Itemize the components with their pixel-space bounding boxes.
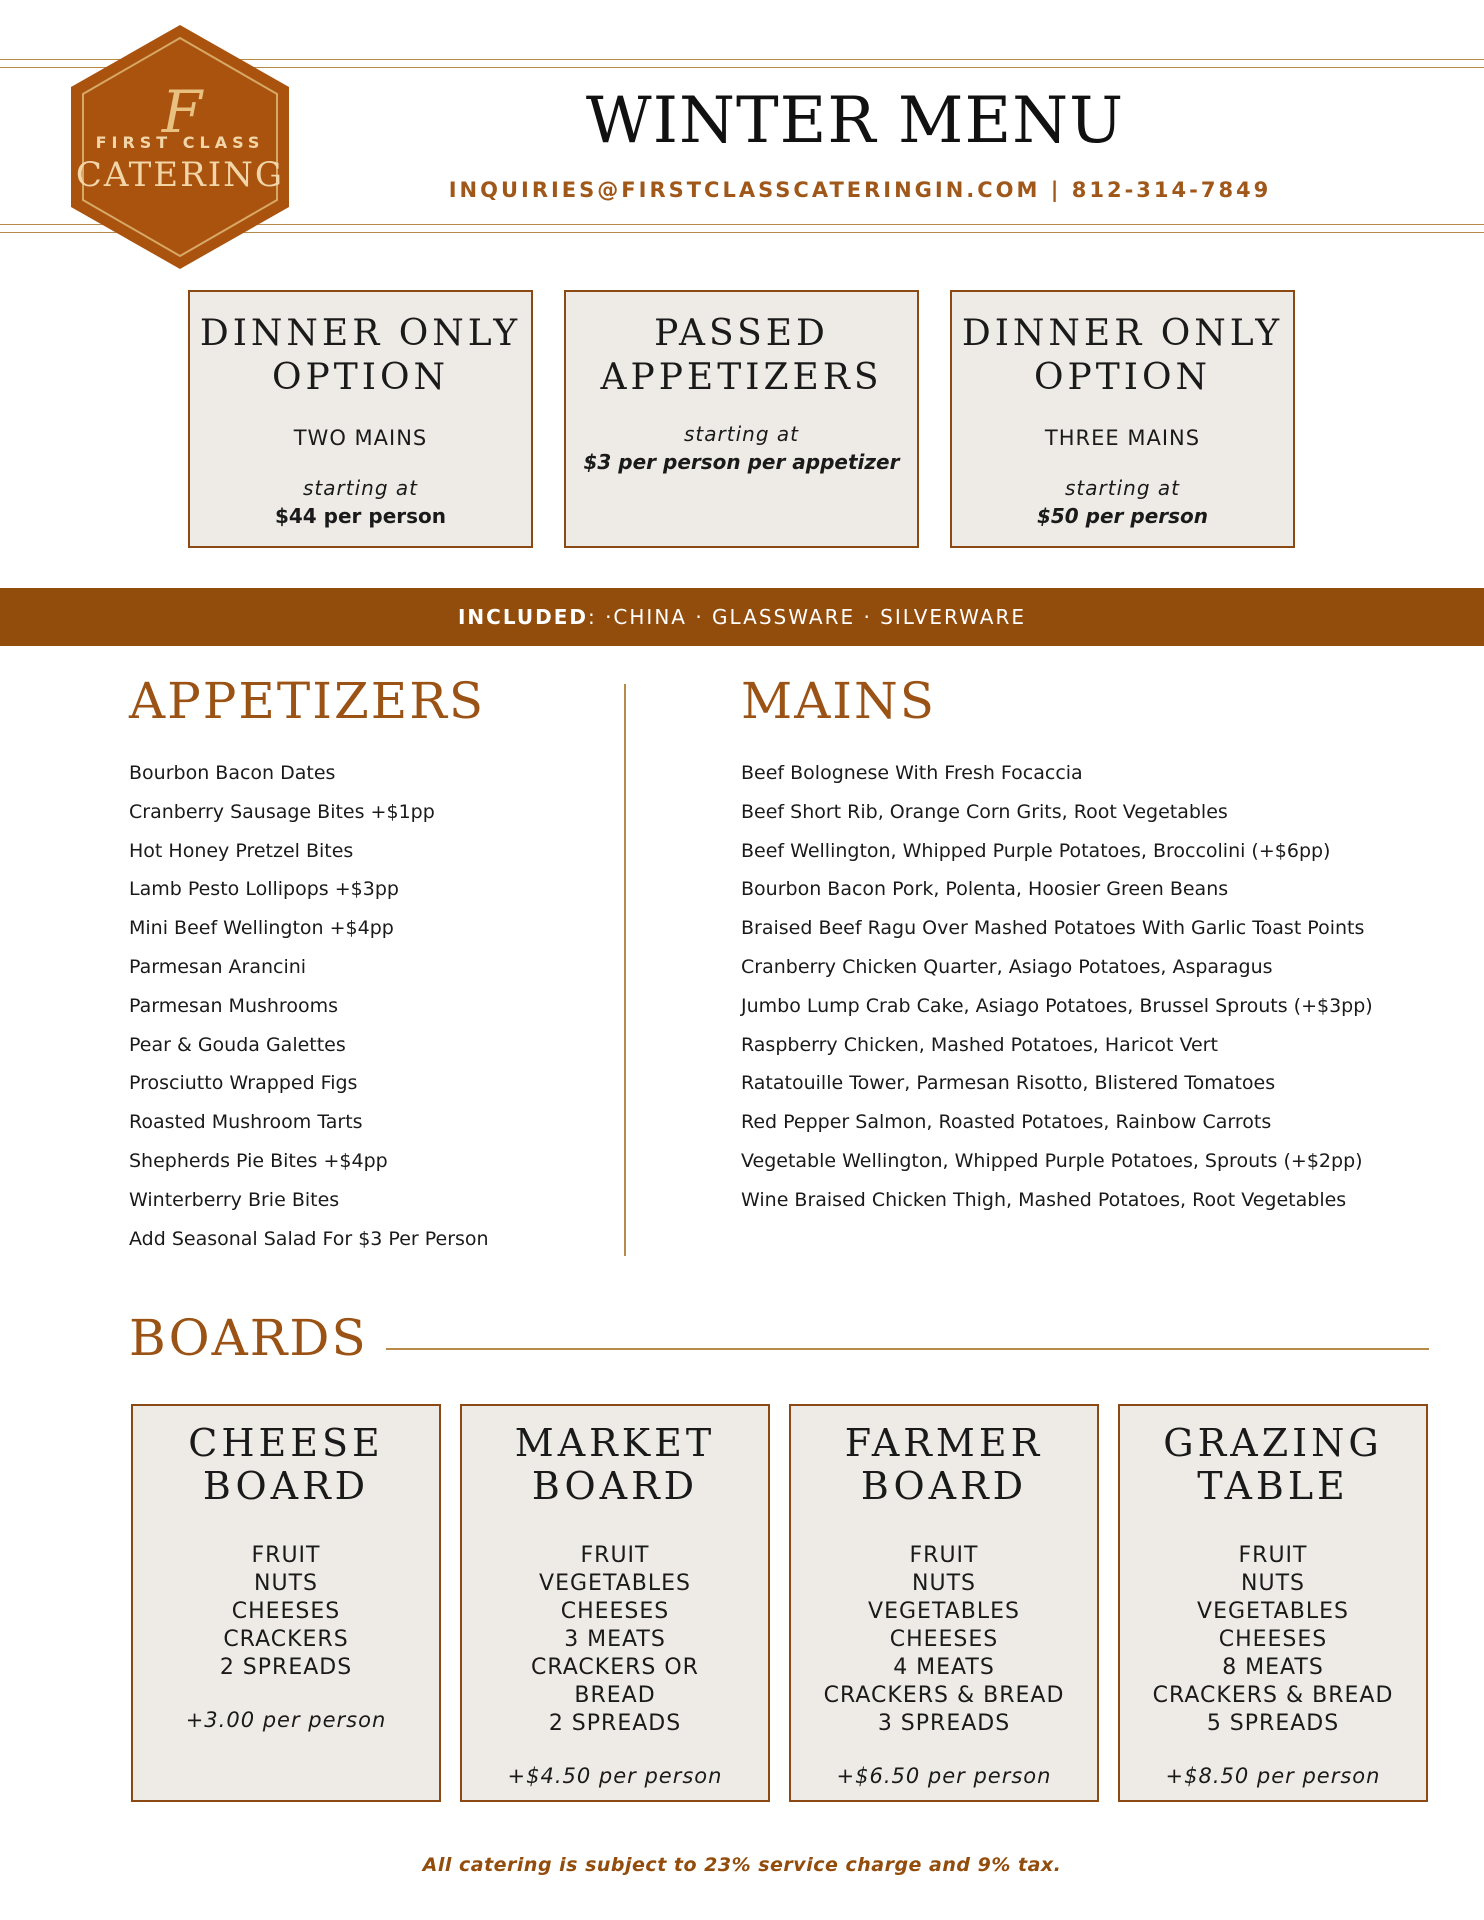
option-starting-label: starting at [684, 422, 799, 446]
menu-item: Roasted Mushroom Tarts [129, 1111, 363, 1134]
board-title [133, 1422, 439, 1508]
option-price: $44 per person [274, 504, 447, 528]
menu-item: Wine Braised Chicken Thigh, Mashed Potatoes, Root Vegetables [741, 1188, 1347, 1211]
board-content-item: FRUIT [251, 1543, 321, 1568]
board-title-line: TABLE [1197, 1464, 1349, 1508]
contact-info: INQUIRIES@FIRSTCLASSCATERINGIN.COM | 812-314-7849 [448, 178, 1272, 202]
menu-item: Prosciutto Wrapped Figs [129, 1072, 358, 1095]
appetizers-heading: APPETIZERS [129, 672, 486, 730]
menu-item: Braised Beef Ragu Over Mashed Potatoes With Garlic Toast Points [741, 917, 1365, 940]
board-title [791, 1422, 1097, 1508]
menu-item: Hot Honey Pretzel Bites [129, 839, 354, 862]
board-content-item: BREAD [574, 1683, 656, 1708]
menu-item: Beef Wellington, Whipped Purple Potatoes, Broccolini (+$6pp) [741, 839, 1331, 862]
board-content-item: CHEESES [231, 1599, 341, 1624]
mains-heading: MAINS [741, 672, 937, 730]
board-price: +$4.50 per person [507, 1764, 723, 1788]
appetizers-list [129, 754, 609, 1258]
board-price: +$6.50 per person [836, 1764, 1052, 1788]
menu-item: Beef Bolognese With Fresh Focaccia [741, 762, 1083, 784]
board-contents [1120, 1542, 1426, 1738]
menu-item: Bourbon Bacon Pork, Polenta, Hoosier Green Beans [741, 878, 1229, 901]
logo-line1: FIRST CLASS [95, 133, 265, 152]
menu-item: Mini Beef Wellington +$4pp [129, 917, 394, 940]
board-title-line: GRAZING [1163, 1421, 1383, 1465]
board-content-item: CRACKERS & BREAD [823, 1683, 1065, 1708]
option-card [564, 290, 919, 548]
menu-item: Shepherds Pie Bites +$4pp [129, 1149, 388, 1172]
menu-item: Lamb Pesto Lollipops +$3pp [129, 878, 399, 901]
page-title: WINTER MENU [585, 84, 1125, 158]
board-title-line: BOARD [531, 1464, 699, 1508]
board-contents [791, 1542, 1097, 1738]
banner-text: : ·CHINA · GLASSWARE · SILVERWARE [587, 605, 1027, 629]
board-content-item: NUTS [1241, 1571, 1305, 1596]
brand-logo [66, 22, 294, 272]
board-content-item: 8 MEATS [1222, 1655, 1324, 1680]
board-content-item: CRACKERS [223, 1627, 349, 1652]
board-content-item: VEGETABLES [1197, 1599, 1349, 1624]
option-title-line: DINNER ONLY [961, 313, 1284, 354]
mains-list [741, 754, 1441, 1220]
board-content-item: CRACKERS OR [531, 1655, 699, 1680]
option-title [566, 312, 917, 400]
board-title-line: CHEESE [188, 1421, 384, 1465]
option-title-line: APPETIZERS [600, 357, 883, 398]
option-card [188, 290, 533, 548]
board-card [460, 1404, 770, 1802]
menu-item: Pear & Gouda Galettes [129, 1033, 346, 1056]
menu-item: Vegetable Wellington, Whipped Purple Potatoes, Sprouts (+$2pp) [741, 1149, 1363, 1172]
option-price: $50 per person [1036, 504, 1209, 528]
banner-label: INCLUDED [457, 605, 588, 629]
option-subtitle: THREE MAINS [1044, 426, 1201, 450]
board-contents [462, 1542, 768, 1738]
menu-item: Parmesan Arancini [129, 955, 307, 978]
board-price: +$8.50 per person [1165, 1764, 1381, 1788]
board-title-line: MARKET [514, 1421, 716, 1465]
option-title-line: DINNER ONLY [199, 313, 522, 354]
board-content-item: FRUIT [1238, 1543, 1308, 1568]
menu-item: Jumbo Lump Crab Cake, Asiago Potatoes, Brussel Sprouts (+$3pp) [741, 994, 1373, 1017]
board-content-item: VEGETABLES [868, 1599, 1020, 1624]
menu-item: Cranberry Sausage Bites +$1pp [129, 800, 435, 823]
menu-item: Beef Short Rib, Orange Corn Grits, Root Vegetables [741, 800, 1228, 823]
board-content-item: 3 SPREADS [877, 1711, 1011, 1736]
option-title-line: OPTION [1034, 357, 1211, 398]
option-title [952, 312, 1293, 400]
board-content-item: 2 SPREADS [548, 1711, 682, 1736]
board-card [789, 1404, 1099, 1802]
board-content-item: CHEESES [560, 1599, 670, 1624]
board-title-line: FARMER [844, 1421, 1044, 1465]
menu-item: Bourbon Bacon Dates [129, 762, 336, 784]
board-card [131, 1404, 441, 1802]
board-content-item: CHEESES [1218, 1627, 1328, 1652]
board-content-item: VEGETABLES [539, 1571, 691, 1596]
option-title-line: OPTION [272, 357, 449, 398]
board-content-item: FRUIT [580, 1543, 650, 1568]
option-title [190, 312, 531, 400]
board-content-item: NUTS [254, 1571, 318, 1596]
board-card [1118, 1404, 1428, 1802]
boards-rule [386, 1348, 1429, 1350]
board-price: +3.00 per person [185, 1708, 387, 1732]
board-content-item: FRUIT [909, 1543, 979, 1568]
menu-item: Red Pepper Salmon, Roasted Potatoes, Rainbow Carrots [741, 1111, 1272, 1134]
boards-heading: BOARDS [129, 1309, 368, 1367]
menu-item: Raspberry Chicken, Mashed Potatoes, Haricot Vert [741, 1033, 1218, 1056]
column-divider [624, 684, 626, 1256]
board-content-item: 3 MEATS [564, 1627, 666, 1652]
menu-item: Ratatouille Tower, Parmesan Risotto, Blistered Tomatoes [741, 1072, 1276, 1095]
option-price: $3 per person per appetizer [583, 450, 900, 474]
board-title-line: BOARD [202, 1464, 370, 1508]
board-contents [133, 1542, 439, 1682]
logo-line2: CATERING [75, 155, 285, 195]
menu-item: Winterberry Brie Bites [129, 1188, 340, 1211]
board-title-line: BOARD [860, 1464, 1028, 1508]
menu-item: Cranberry Chicken Quarter, Asiago Potatoes, Asparagus [741, 955, 1273, 978]
footer-note: All catering is subject to 23% service charge and 9% tax. [422, 1854, 1062, 1876]
board-content-item: CRACKERS & BREAD [1152, 1683, 1394, 1708]
logo-monogram: F [161, 78, 203, 146]
board-content-item: 2 SPREADS [219, 1655, 353, 1680]
board-content-item: 4 MEATS [893, 1655, 995, 1680]
included-banner [0, 588, 1484, 646]
board-content-item: NUTS [912, 1571, 976, 1596]
menu-item: Parmesan Mushrooms [129, 994, 338, 1017]
board-title [462, 1422, 768, 1508]
board-content-item: CHEESES [889, 1627, 999, 1652]
option-starting-label: starting at [1065, 476, 1180, 500]
option-card [950, 290, 1295, 548]
menu-item: Add Seasonal Salad For $3 Per Person [129, 1227, 489, 1250]
board-title [1120, 1422, 1426, 1508]
option-subtitle: TWO MAINS [293, 426, 428, 450]
board-content-item: 5 SPREADS [1206, 1711, 1340, 1736]
option-title-line: PASSED [654, 313, 829, 354]
option-starting-label: starting at [303, 476, 418, 500]
